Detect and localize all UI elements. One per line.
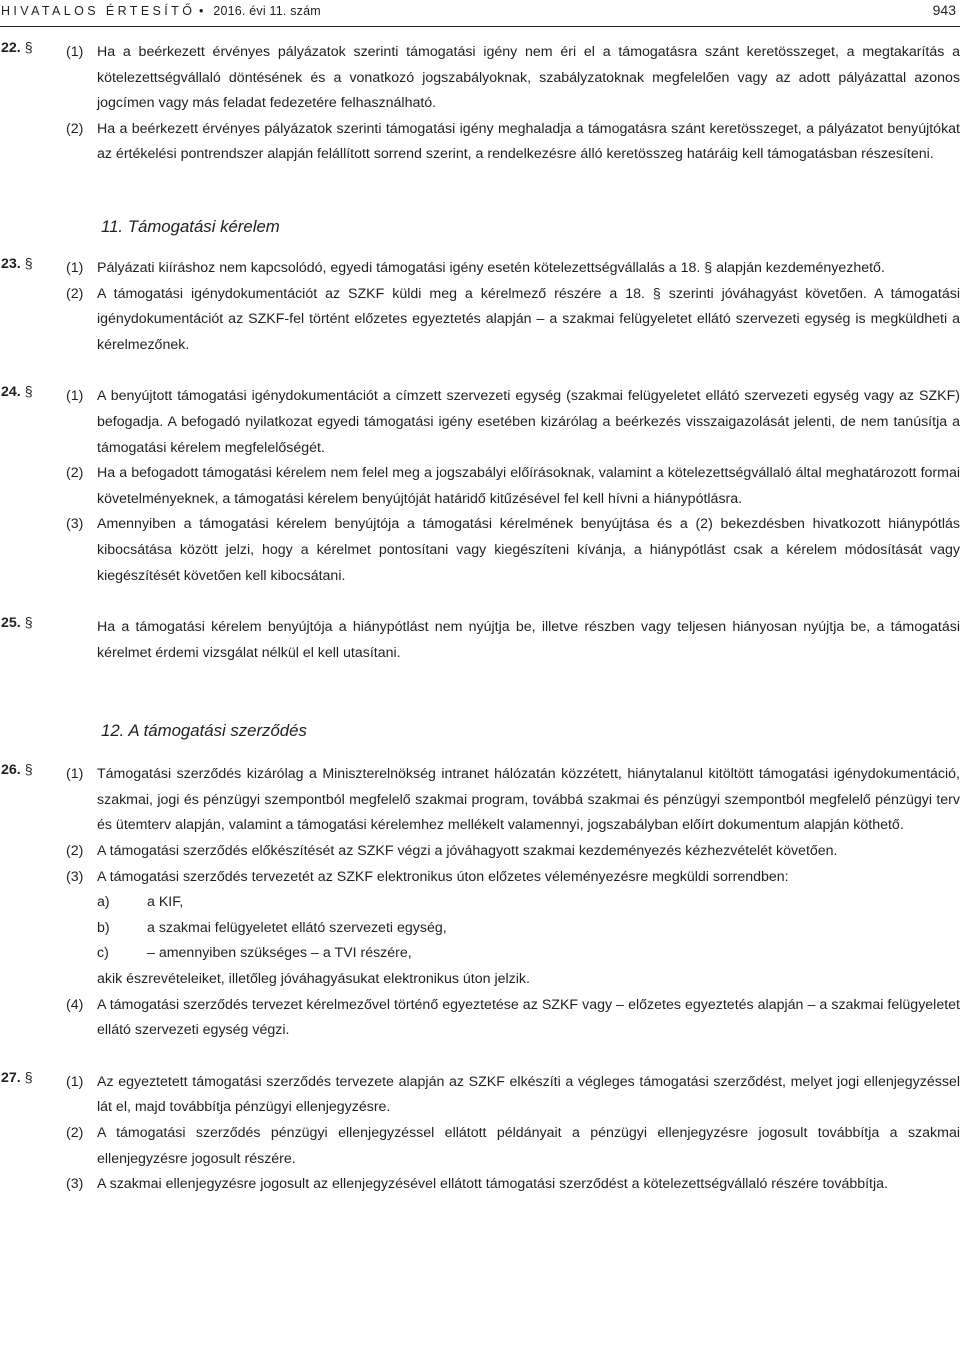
section-23	[0, 256, 960, 358]
paragraph-number: (2)	[66, 843, 84, 860]
list-text: a KIF,	[147, 894, 184, 911]
paragraph-text: Ha a beérkezett érvényes pályázatok szerinti támogatási igény meghaladja a támogatásra szánt keretösszeget, a pályázatot benyújtókat az értékelési pontrendszer alapján felállított sorrend szerint, a rendelkezésre álló keretösszeg határáig kell támogatásban részesíteni.	[97, 120, 960, 163]
issue-label: 2016. évi 11. szám	[213, 4, 321, 18]
paragraph-text: A szakmai ellenjegyzésre jogosult az ellenjegyzésével ellátott támogatási szerződést a kötelezettségvállaló részére továbbítja.	[97, 1176, 888, 1193]
section-number: 23. §	[1, 255, 33, 272]
paragraph	[66, 40, 960, 117]
journal-title: HIVATALOS ÉRTESÍTŐ	[1, 4, 196, 18]
list-text: a szakmai felügyeletet ellátó szervezeti egység,	[147, 919, 447, 936]
paragraph-number: (4)	[66, 996, 84, 1013]
paragraph	[66, 117, 960, 168]
page-header	[0, 2, 960, 24]
paragraph-number: (2)	[66, 465, 84, 482]
paragraph-text: Pályázati kiíráshoz nem kapcsolódó, egyedi támogatási igény esetén kötelezettségvállalás a 18. § alapján kezdeményezhető.	[97, 259, 885, 276]
header-rule	[0, 26, 960, 27]
section-25	[0, 615, 960, 666]
paragraph-number: (1)	[66, 44, 84, 60]
section-24	[0, 384, 960, 589]
list-item	[97, 941, 960, 967]
running-head	[1, 4, 321, 18]
paragraph-text: Ha a befogadott támogatási kérelem nem felel meg a jogszabályi előírásoknak, valamint a kötelezettségvállaló által meghatározott formai követelményeknek, a támogatási kérelem benyújtóját határidő kitűzésével fel kell hívni a hiánypótlásra.	[97, 465, 960, 507]
paragraph-text: A benyújtott támogatási igénydokumentációt a címzett szervezeti egység (szakmai felügyeletet ellátó szervezeti egység vagy az SZKF) befogadja. A befogadó nyilatkozat egyedi támogatási igény esetében kizárólag a beérkezés visszaigazolását jelenti, de nem tanúsítja a támogatási kérelem megfelelőségét.	[97, 388, 960, 456]
paragraph	[66, 865, 960, 891]
list-letter: c)	[97, 945, 109, 962]
section-26	[0, 762, 960, 1044]
section-22	[0, 40, 960, 168]
section-number: 25. §	[1, 615, 33, 632]
paragraph	[66, 1070, 960, 1121]
document-body	[0, 40, 960, 1198]
paragraph	[66, 993, 960, 1044]
section-number: 26. §	[1, 762, 33, 779]
paragraph	[66, 461, 960, 512]
paragraph-text: Ha a támogatási kérelem benyújtója a hiánypótlást nem nyújtja be, illetve részben vagy teljesen hiányosan nyújtja be, a támogatási kérelmet érdemi vizsgálat nélkül el kell utasítani.	[97, 619, 960, 661]
paragraph	[66, 839, 960, 865]
paragraph-number: (3)	[66, 868, 84, 885]
paragraph-text: Az egyeztetett támogatási szerződés tervezete alapján az SZKF elkészíti a végleges támogatási szerződést, melyet jogi ellenjegyzéssel lát el, majd továbbítja pénzügyi ellenjegyzésre.	[97, 1073, 960, 1116]
paragraph-number: (1)	[66, 388, 84, 405]
paragraph	[66, 1121, 960, 1172]
paragraph-number: (1)	[66, 259, 84, 276]
paragraph	[66, 762, 960, 839]
section-number: 22. §	[1, 40, 33, 56]
paragraph	[66, 1172, 960, 1198]
separator-bullet: •	[199, 4, 204, 18]
paragraph-text: A támogatási szerződés tervezet kérelmezővel történő egyeztetése az SZKF vagy – előzetes egyeztetés alapján – a szakmai felügyeletet ellátó szervezeti egység végzi.	[97, 996, 960, 1039]
paragraph	[66, 256, 960, 282]
paragraph-number: (3)	[66, 1176, 84, 1193]
paragraph-text: A támogatási igénydokumentációt az SZKF küldi meg a kérelmező részére a 18. § szerinti jóváhagyást követően. A támogatási igénydokumentációt az SZKF-fel történt előzetes egyeztetés alapján – a szakmai felügyeletet ellátó szervezeti egység is megküldheti a kérelmezőnek.	[97, 285, 960, 353]
paragraph-number: (3)	[66, 516, 84, 533]
list-letter: b)	[97, 919, 110, 936]
paragraph-number: (1)	[66, 766, 84, 783]
paragraph-number: (2)	[66, 1125, 84, 1141]
paragraph	[66, 384, 960, 461]
chapter-heading-11: 11. Támogatási kérelem	[101, 216, 280, 236]
chapter-heading-12: 12. A támogatási szerződés	[101, 721, 307, 741]
section-number: 24. §	[1, 384, 33, 401]
paragraph-text: A támogatási szerződés tervezetét az SZKF elektronikus úton előzetes véleményezésre megküldi sorrendben:	[97, 868, 789, 885]
paragraph-text: Ha a beérkezett érvényes pályázatok szerinti támogatási igény nem éri el a támogatásra szánt keretösszeget, a megtakarítás a kötelezettségvállaló döntésének és a vonatkozó jogszabályoknak, szabályzatoknak megfelelően vagy az adott pályázattal azonos jogcímen vagy más feladat fedezetére felhasználható.	[97, 44, 960, 112]
paragraph-text: Támogatási szerződés kizárólag a Miniszterelnökség intranet hálózatán közzétett, hiánytalanul kitöltött támogatási igénydokumentáció, szakmai, jogi és pénzügyi szempontból megfelelő szakmai program, továbbá szakmai és pénzügyi szempontból megfelelő pénzügyi terv és ütemterv alapján, valamint a támogatási kérelemhez mellékelt valamennyi, jogszabályban előírt dokumentum alapján köthető.	[97, 766, 960, 834]
list-text: – amennyiben szükséges – a TVI részére,	[147, 945, 412, 962]
paragraph-text: Amennyiben a támogatási kérelem benyújtója a támogatási kérelmének benyújtása és a (2) bekezdésben hivatkozott hiánypótlás kibocsátása között jelzi, hogy a kérelmet pontosítani vagy kiegészíteni kívánja, a hiánypótlást csak a kérelem módosítását vagy kiegészítését követően kell kibocsátani.	[97, 516, 960, 584]
list-item	[97, 916, 960, 942]
paragraph	[66, 512, 960, 589]
paragraph-number: (2)	[66, 285, 84, 302]
list-letter: a)	[97, 894, 110, 911]
paragraph-number: (1)	[66, 1073, 84, 1090]
paragraph	[66, 282, 960, 359]
section-number: 27. §	[1, 1069, 33, 1086]
paragraph-number: (2)	[66, 120, 84, 137]
list-item	[97, 890, 960, 916]
section-27	[0, 1070, 960, 1198]
paragraph-text: A támogatási szerződés pénzügyi ellenjegyzéssel ellátott példányait a pénzügyi ellenjegyzésre jogosult továbbítja a szakmai ellenjegyzésre jogosult részére.	[97, 1125, 960, 1167]
paragraph-text: A támogatási szerződés előkészítését az SZKF végzi a jóváhagyott szakmai kezdeményezés kézhezvételét követően.	[97, 843, 838, 860]
page-number: 943	[932, 2, 956, 18]
list-closing-text: akik észrevételeiket, illetőleg jóváhagyásukat elektronikus úton jelzik.	[97, 971, 530, 988]
